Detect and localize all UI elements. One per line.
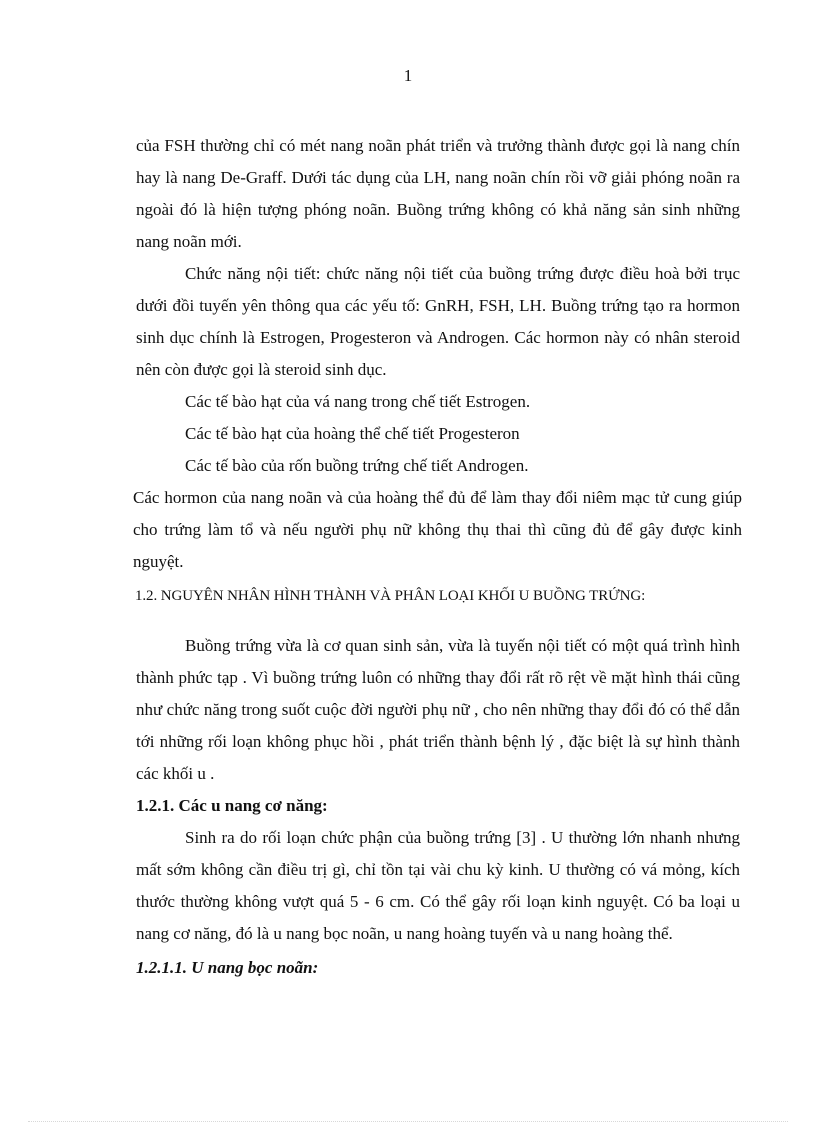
page-number: 1 bbox=[403, 66, 413, 85]
paragraph-hormon-effects: Các hormon của nang noãn và của hoàng thể đủ để làm thay đổi niêm mạc tử cung giúp cho trứng làm tổ và nếu người phụ nữ không thụ thai thì cũng đủ để gây được kinh nguyệt. bbox=[133, 488, 742, 571]
paragraph-estrogen: Các tế bào hạt của vá nang trong chế tiết Estrogen. bbox=[185, 392, 531, 411]
document-body bbox=[133, 130, 742, 984]
paragraph-androgen: Các tế bào của rốn buồng trứng chế tiết Androgen. bbox=[185, 456, 529, 475]
footer-divider bbox=[28, 1121, 788, 1122]
paragraph-ovary-overview: Buồng trứng vừa là cơ quan sinh sản, vừa là tuyến nội tiết có một quá trình hình thành phức tạp . Vì buồng trứng luôn có những thay đổi rất rõ rệt về mặt hình thái cũng như chức năng trong suốt cuộc đời người phụ nữ , cho nên những thay đổi đó có thể dẫn tới những rối loạn không phục hồi , phát triển thành bệnh lý , đặc biệt là sự hình thành các khối u . bbox=[136, 636, 740, 783]
section-heading-1-2-1: 1.2.1. Các u nang cơ năng: bbox=[136, 796, 328, 815]
section-heading-1-2: 1.2. NGUYÊN NHÂN HÌNH THÀNH VÀ PHÂN LOẠI KHỐI U BUỒNG TRỨNG: bbox=[135, 588, 646, 604]
paragraph-functional-cysts: Sinh ra do rối loạn chức phận của buồng trứng [3] . U thường lớn nhanh nhưng mất sớm không cần điều trị gì, chỉ tồn tại vài chu kỳ kinh. U thường có vá mỏng, kích thước thường không vượt quá 5 - 6 cm. Có thể gây rối loạn kinh nguyệt. Có ba loại u nang cơ năng, đó là u nang bọc noãn, u nang hoàng tuyến và u nang hoàng thể. bbox=[136, 828, 740, 943]
paragraph-progesteron: Các tế bào hạt của hoàng thể chế tiết Progesteron bbox=[185, 424, 520, 443]
section-heading-1-2-1-1: 1.2.1.1. U nang bọc noãn: bbox=[136, 958, 319, 977]
paragraph-endocrine-function: Chức năng nội tiết: chức năng nội tiết của buồng trứng được điều hoà bởi trục dưới đồi tuyến yên thông qua các yếu tố: GnRH, FSH, LH. Buồng trứng tạo ra hormon sinh dục chính là Estrogen, Progesteron và Androgen. Các hormon này có nhân steroid nên còn được gọi là steroid sinh dục. bbox=[136, 264, 740, 379]
paragraph-fsh: của FSH thường chỉ có mét nang noãn phát triển và trưởng thành được gọi là nang chín hay là nang De-Graff. Dưới tác dụng của LH, nang noãn chín rồi vỡ giải phóng noãn ra ngoài đó là hiện tượng phóng noãn. Buồng trứng không có khả năng sản sinh những nang noãn mới. bbox=[136, 136, 740, 251]
